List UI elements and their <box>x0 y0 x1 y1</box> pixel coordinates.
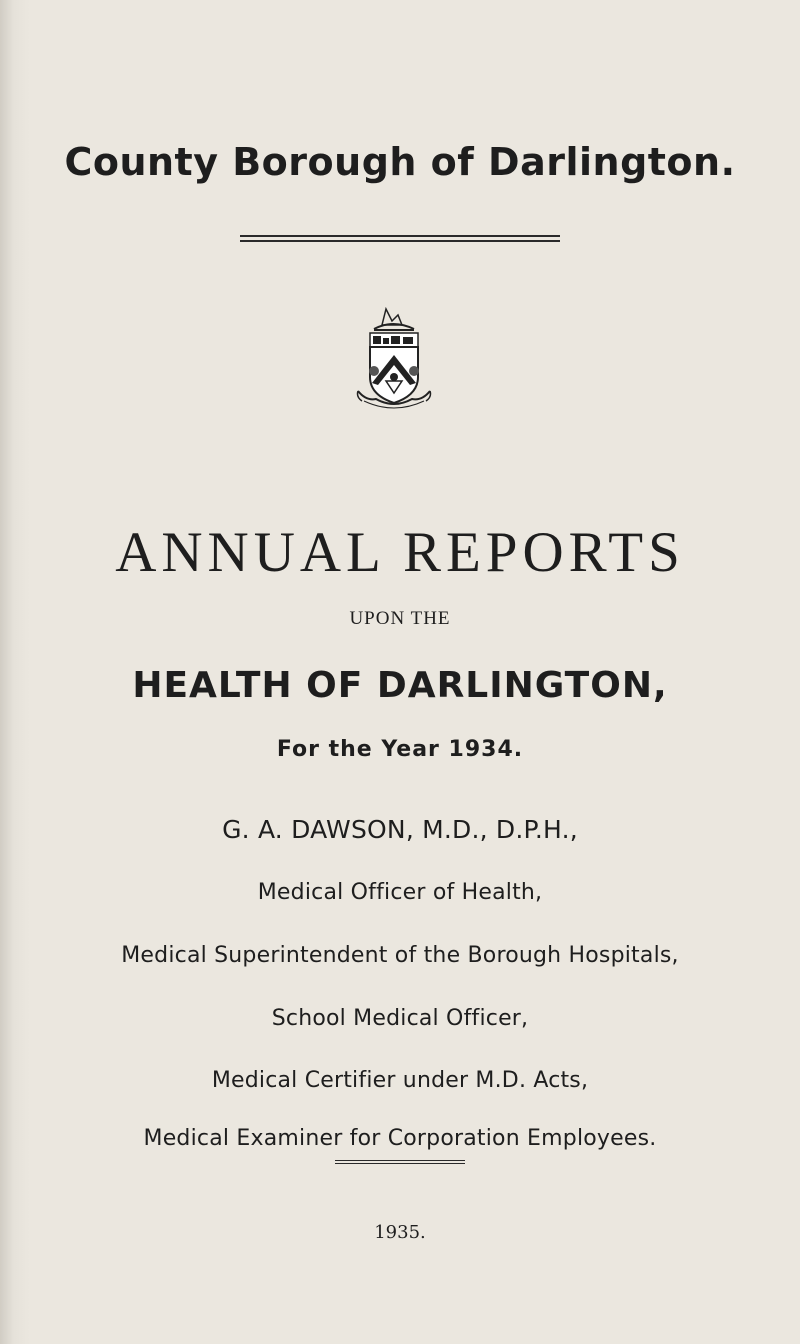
title-divider <box>240 235 560 242</box>
report-subtitle: UPON THE <box>349 608 451 629</box>
report-subject: HEALTH OF DARLINGTON, <box>132 665 668 706</box>
coat-of-arms-icon <box>352 305 434 413</box>
author-role: Medical Superintendent of the Borough Hospitals, <box>121 943 679 968</box>
footer-divider <box>335 1160 465 1164</box>
author-role: School Medical Officer, <box>271 1006 529 1031</box>
page-title: County Borough of Darlington. <box>64 140 736 184</box>
author-role: Medical Certifier under M.D. Acts, <box>211 1068 589 1093</box>
publication-year: 1935. <box>374 1222 426 1243</box>
report-period: For the Year 1934. <box>276 737 524 762</box>
author-role: Medical Officer of Health, <box>257 880 543 905</box>
report-title: ANNUAL REPORTS <box>115 521 685 584</box>
author-name: G. A. DAWSON, M.D., D.P.H., <box>222 815 578 844</box>
author-role: Medical Examiner for Corporation Employees. <box>143 1126 657 1151</box>
